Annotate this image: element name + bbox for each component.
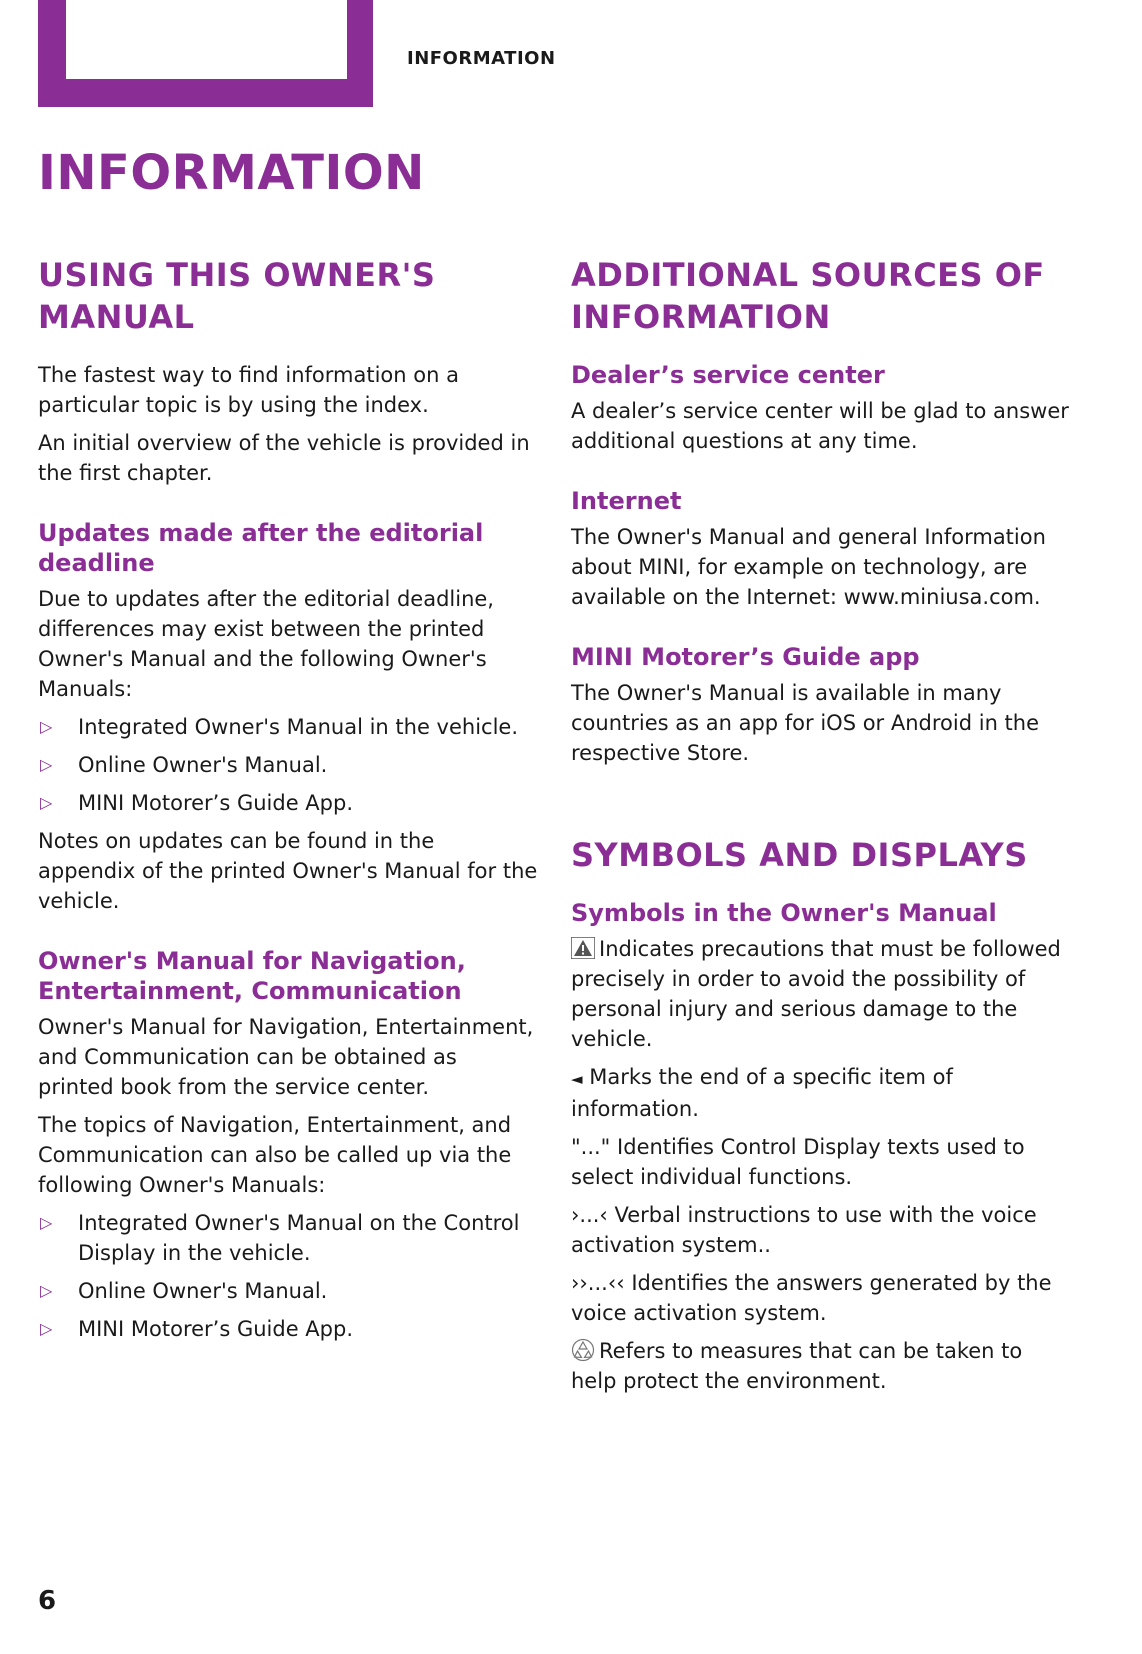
dealer-body: A dealer’s service center will be glad to answer additional questions at any time. [571,399,1069,453]
chapter-tab-marker [38,0,373,107]
symbol-verbal: ›...‹ Verbal instructions to use with the voice activation system.. [571,1203,1037,1257]
list-item: ▷ Online Owner's Manual. [38,750,538,780]
warning-triangle-icon [571,937,595,959]
list-item: ▷ Integrated Owner's Manual in the vehicle. [38,712,538,742]
left-column [38,254,538,1352]
list-item: ▷ Integrated Owner's Manual on the Control Display in the vehicle. [38,1208,538,1268]
updates-body: Due to updates after the editorial deadline, differences may exist between the printed Owner's Manual and the following Owner's Manuals: [38,587,494,701]
running-head: INFORMATION [407,48,556,69]
triangle-bullet-icon: ▷ [40,755,53,774]
triangle-bullet-icon: ▷ [40,717,53,736]
symbol-environment: Refers to measures that can be taken to help protect the environment. [571,1339,1023,1393]
updates-notes: Notes on updates can be found in the appendix of the printed Owner's Manual for the vehicle. [38,829,538,913]
page-number: 6 [38,1586,57,1616]
subsection-title-updates: Updates made after the editorial deadline [38,519,484,577]
navigation-body-1: Owner's Manual for Navigation, Entertainment, and Communication can be obtained as printed book from the service center. [38,1015,534,1099]
subsection-title-navigation: Owner's Manual for Navigation, Entertainment, Communication [38,947,466,1005]
symbol-display-text: "..." Identifies Control Display texts used to select individual functions. [571,1135,1025,1189]
right-column [571,254,1071,1404]
intro-paragraph-1: The fastest way to find information on a particular topic is by using the index. [38,363,459,417]
navigation-list [38,1208,538,1344]
list-item: ▷ MINI Motorer’s Guide App. [38,788,538,818]
section-title-additional-sources: ADDITIONAL SOURCES OF INFORMATION [571,256,1045,336]
section-title-symbols: SYMBOLS AND DISPLAYS [571,836,1028,874]
page-title: INFORMATION [38,145,425,201]
list-item: ▷ Online Owner's Manual. [38,1276,538,1306]
intro-paragraph-2: An initial overview of the vehicle is provided in the first chapter. [38,431,530,485]
app-body: The Owner's Manual is available in many countries as an app for iOS or Android in the respective Store. [571,681,1040,765]
symbol-answers: ››...‹‹ Identifies the answers generated by the voice activation system. [571,1271,1052,1325]
navigation-body-2: The topics of Navigation, Entertainment, and Communication can also be called up via the following Owner's Manuals: [38,1113,512,1197]
triangle-bullet-icon: ▷ [40,1281,53,1300]
internet-body: The Owner's Manual and general Information about MINI, for example on technology, are available on the Internet: www.miniusa.com. [571,525,1046,609]
section-title-using-manual: USING THIS OWNER'S MANUAL [38,256,436,336]
triangle-bullet-icon: ▷ [40,1213,53,1232]
symbol-warning: Indicates precautions that must be followed precisely in order to avoid the possibility of personal injury and serious damage to the vehicle. [571,937,1061,1051]
subsection-title-internet: Internet [571,487,682,515]
symbol-end-mark: ◄ Marks the end of a specific item of information. [571,1065,953,1121]
subsection-title-app: MINI Motorer’s Guide app [571,643,920,671]
triangle-bullet-icon: ▷ [40,1319,53,1338]
subsection-title-dealer: Dealer’s service center [571,361,885,389]
triangle-bullet-icon: ▷ [40,793,53,812]
subsection-title-symbols-manual: Symbols in the Owner's Manual [571,899,997,927]
list-item: ▷ MINI Motorer’s Guide App. [38,1314,538,1344]
end-mark-icon: ◄ [571,1070,583,1088]
updates-list [38,712,538,818]
recycle-icon [571,1338,595,1362]
